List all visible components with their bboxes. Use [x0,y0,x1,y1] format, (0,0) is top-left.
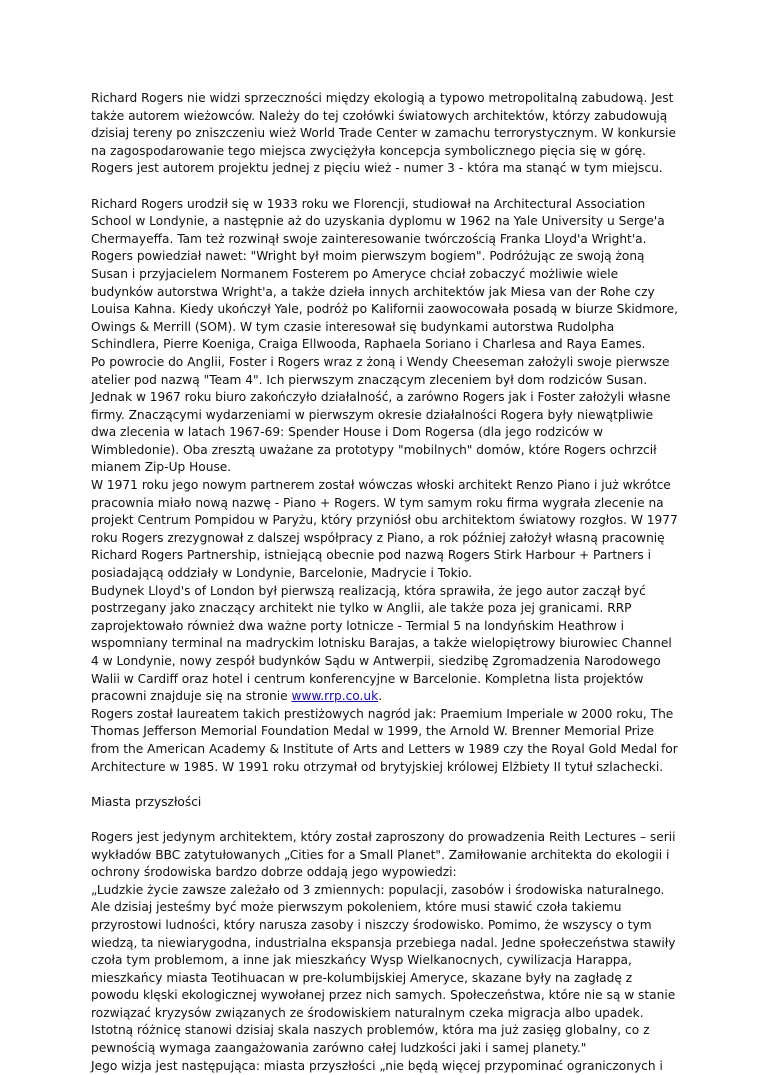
paragraph-piano-rogers: W 1971 roku jego nowym partnerem został wówczas włoski architekt Renzo Piano i już wkrótce pracownia miało nową nazwę - Piano + Rogers. W tym samym roku firma wygrała zlecenie na projekt Centrum Pompidou w Paryżu, który przyniósł obu architektom światowy rozgłos. W 1977 roku Rogers zrezygnował z dalszej współpracy z Piano, a rok później założył własną pracownię Richard Rogers Partnership, istniejącą obecnie pod nazwą Rogers Stirk Harbour + Partners i posiadającą oddziały w Londynie, Barcelonie, Madrycie i Tokio. [91,478,678,581]
paragraph-awards: Rogers został laureatem takich prestiżowych nagród jak: Praemium Imperiale w 2000 roku, The Thomas Jefferson Memorial Foundation Medal w 1999, the Arnold W. Brenner Memorial Prize from the American Academy & Institute of Arts and Letters w 1989 czy the Royal Gold Medal for Architecture w 1985. W 1991 roku otrzymał od brytyjskiej królowej Elżbiety II tytuł szlachecki. [91,706,678,774]
section-heading: Miasta przyszłości [91,794,202,809]
paragraph-gap [91,178,681,196]
projects-text: Budynek Lloyd's of London był pierwszą realizacją, która sprawiła, że jego autor zaczął być postrzegany jako znaczący architekt nie tylko w Anglii, ale także poza jej granicami. RRP zaprojektowało również dwa ważne porty lotnicze - Termial 5 na londyńskim Heathrow i wspomniany terminal na madryckim lotnisku Barajas, a także wielopiętrowy biurowiec Channel 4 w Londynie, nowy zespół budynków Sądu w Antwerpii, siedzibę Zgromadzenia Narodowego Walii w Cardiff oraz hotel i centrum konferencyjne w Barcelonie. Kompletna lista projektów pracowni znajduje się na stronie [91,583,672,704]
paragraph-gap [91,811,681,829]
projects-text-end: . [378,689,383,704]
paragraph-vision: Jego wizja jest następująca: miasta przyszłości „nie będą więcej przypominać ograniczonych i [91,1058,663,1073]
paragraph-reith-lectures: Rogers jest jedynym architektem, który został zaproszony do prowadzenia Reith Lectures – serii wykładów BBC zatytułowanych „Cities for a Small Planet". Zamiłowanie architekta do ekologii i ochrony środowiska bardzo dobrze oddają jego wypowiedzi: [91,829,676,880]
paragraph-quote: „Ludzkie życie zawsze zależało od 3 zmiennych: populacji, zasobów i środowiska naturalnego. Ale dzisiaj jesteśmy być może pierwszym pokoleniem, które musi stawić czoła takiemu przyrostowi ludności, który narusza zasoby i niszczy środowisko. Pomimo, że wszyscy o tym wiedzą, ta niewiarygodna, industrialna ekspansja przebiega nadal. Jedne społeczeństwa stawiły czoła tym problemom, a inne jak mieszkańcy Wysp Wielkanocnych, cywilizacja Harappa, mieszkańcy miasta Teotihuacan w pre-kolumbijskiej Ameryce, skazane były na zagładę z powodu klęski ekologicznej wywołanej przez nich samych. Społeczeństwa, które nie są w stanie rozwiązać kryzysów związanych ze środowiskiem naturalnym czeka migracja albo upadek. Istotną różnicę stanowi dzisiaj skala naszych problemów, która ma już zasięg globalny, co z pewnością wymaga zaangażowania zarówno całej ludzkości jaki i samej planety." [91,882,676,1056]
rrp-website-link[interactable]: www.rrp.co.uk [291,689,379,704]
paragraph-team4: Po powrocie do Anglii, Foster i Rogers wraz z żoną i Wendy Cheeseman założyli swoje pierwsze atelier pod nazwą "Team 4". Ich pierwszym znaczącym zleceniem był dom rodziców Susan. Jednak w 1967 roku biuro zakończyło działalność, a zarówno Rogers jak i Foster założyli własne firmy. Znaczącymi wydarzeniami w pierwszym okresie działalności Rogera były niewątpliwie dwa zlecenia w latach 1967-69: Spender House i Dom Rogersa (dla jego rodziców w Wimbledonie). Oba zresztą uważane za prototypy "mobilnych" domów, które Rogers ochrzcił mianem Zip-Up House. [91,354,671,475]
paragraph-biography: Richard Rogers urodził się w 1933 roku we Florencji, studiował na Architectural Association School w Londynie, a następnie aż do uzyskania dyplomu w 1962 na Yale University u Serge'a Chermayeffa. Tam też rozwinął swoje zainteresowanie twórczością Franka Lloyd'a Wright'a. Rogers powiedział nawet: "Wright był moim pierwszym bogiem". Podróżując ze swoją żoną Susan i przyjacielem Normanem Fosterem po Ameryce chciał zobaczyć możliwie wiele budynków autorstwa Wright'a, a także dzieła innych architektów jak Miesa van der Rohe czy Louisa Kahna. Kiedy ukończył Yale, podróż po Kalifornii zaowocowała posadą w biurze Skidmore, Owings & Merrill (SOM). W tym czasie interesował się budynkami autorstwa Rudolpha Schindlera, Pierre Koeniga, Craiga Ellwooda, Raphaela Soriano i Charlesa and Raya Eames. [91,196,678,352]
document-page [91,90,681,1075]
paragraph-intro: Richard Rogers nie widzi sprzeczności między ekologią a typowo metropolitalną zabudową. Jest także autorem wieżowców. Należy do tej czołówki światowych architektów, którzy zabudowują dzisiaj tereny po zniszczeniu wież World Trade Center w zamachu terrorystycznym. W konkursie na zagospodarowanie tego miejsca zwyciężyła koncepcja symbolicznego pięcia się w górę. Rogers jest autorem projektu jednej z pięciu wież - numer 3 - która ma stanąć w tym miejscu. [91,91,676,176]
paragraph-projects [91,583,681,706]
paragraph-gap [91,776,681,794]
